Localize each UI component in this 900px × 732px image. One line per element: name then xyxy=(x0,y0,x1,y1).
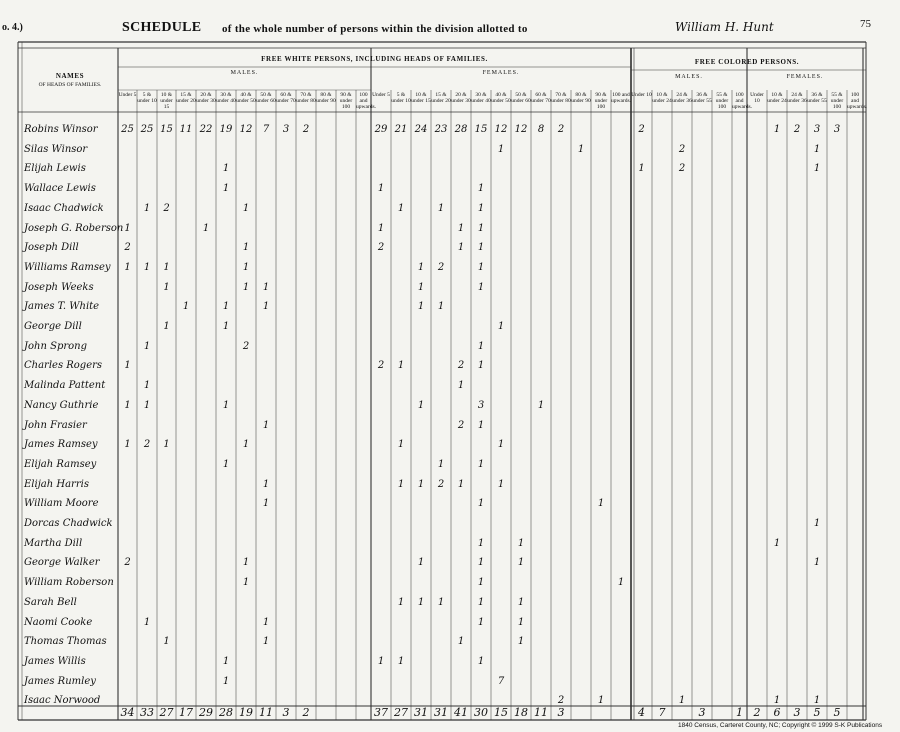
column-total: 7 xyxy=(658,706,666,719)
tally-mark: 1 xyxy=(397,596,405,608)
tally-mark: 1 xyxy=(437,202,445,214)
tally-mark: 2 xyxy=(242,340,250,352)
family-name: George Walker xyxy=(24,557,100,569)
tally-mark: 1 xyxy=(163,261,170,273)
family-name: Thomas Thomas xyxy=(24,636,107,648)
family-name: Joseph Dill xyxy=(24,242,79,254)
male-age-col-11: 90 & under 100 xyxy=(339,92,353,110)
tally-mark: 1 xyxy=(417,478,425,490)
tally-mark: 2 xyxy=(437,478,445,490)
tally-mark: 1 xyxy=(222,321,230,332)
tally-mark: 1 xyxy=(143,399,151,411)
tally-mark: 1 xyxy=(124,439,131,451)
tally-mark: 3 xyxy=(477,399,485,411)
family-name: Isaac Norwood xyxy=(24,695,101,707)
tally-mark: 1 xyxy=(517,616,525,628)
tally-mark: 2 xyxy=(793,124,801,135)
tally-mark: 1 xyxy=(517,557,525,569)
colored-females-label: FEMALES. xyxy=(786,74,824,80)
column-total: 3 xyxy=(282,706,290,719)
tally-mark: 2 xyxy=(638,124,645,135)
tally-mark: 1 xyxy=(262,636,270,648)
female-age-col-8: 60 & under 70 xyxy=(531,92,551,104)
male-age-col-2: 10 & under 15 xyxy=(160,92,173,110)
tally-mark: 2 xyxy=(678,163,686,175)
names-header: NAMES xyxy=(55,72,85,80)
tally-mark: 1 xyxy=(517,596,525,608)
column-total: 19 xyxy=(239,706,253,719)
tally-mark: 1 xyxy=(222,458,230,470)
tally-mark: 1 xyxy=(163,439,170,451)
tally-mark: 1 xyxy=(497,143,505,155)
tally-mark: 1 xyxy=(773,537,781,549)
tally-mark: 1 xyxy=(124,360,131,372)
tally-mark: 1 xyxy=(497,321,505,332)
tally-mark: 1 xyxy=(124,261,131,273)
tally-mark: 2 xyxy=(457,360,465,372)
free-colored-header: FREE COLORED PERSONS. xyxy=(694,58,800,66)
tally-mark: 1 xyxy=(143,616,151,628)
column-total: 30 xyxy=(474,706,488,719)
family-name: William Roberson xyxy=(24,577,114,589)
column-total: 29 xyxy=(199,706,213,719)
free-white-header: FREE WHITE PERSONS, INCLUDING HEADS OF FAMILIES. xyxy=(261,55,488,63)
family-name: Elijah Ramsey xyxy=(24,458,97,470)
tally-mark: 1 xyxy=(517,636,525,648)
tally-mark: 1 xyxy=(143,202,151,214)
tally-mark: 1 xyxy=(457,380,465,392)
female-age-col-0: Under 5 xyxy=(372,92,390,98)
family-name: James Ramsey xyxy=(24,439,98,451)
tally-mark: 19 xyxy=(219,124,233,135)
family-name: Martha Dill xyxy=(24,537,83,549)
family-name: Nancy Guthrie xyxy=(24,399,99,411)
family-name: Charles Rogers xyxy=(24,360,103,372)
tally-mark: 1 xyxy=(437,458,445,470)
family-name: Sarah Bell xyxy=(24,596,77,608)
names-subheader: OF HEADS OF FAMILIES. xyxy=(38,82,102,88)
male-age-col-1: 5 & under 10 xyxy=(137,92,157,104)
tally-mark: 1 xyxy=(813,557,821,569)
column-total: 2 xyxy=(302,706,310,719)
colored-male-age-col-0: Under 10 xyxy=(631,92,652,98)
column-total: 31 xyxy=(414,706,428,719)
column-total: 27 xyxy=(394,706,408,719)
colored-female-age-col-3: 36 & under 55 xyxy=(807,92,827,104)
tally-mark: 1 xyxy=(477,557,485,569)
tally-mark: 1 xyxy=(417,301,425,313)
column-total: 1 xyxy=(736,706,743,719)
column-total: 34 xyxy=(120,706,135,719)
enumerator-name: William H. Hunt xyxy=(675,20,774,34)
tally-mark: 1 xyxy=(262,498,270,510)
tally-mark: 1 xyxy=(477,261,485,273)
male-age-col-12: 100 and upwards. xyxy=(356,92,377,110)
tally-mark: 3 xyxy=(813,124,821,135)
colored-female-age-col-4: 55 & under 100 xyxy=(830,92,844,110)
female-age-col-10: 80 & under 90 xyxy=(571,92,591,104)
family-name: Elijah Harris xyxy=(24,478,89,490)
tally-mark: 1 xyxy=(597,695,605,707)
column-total: 5 xyxy=(833,706,841,719)
column-total: 27 xyxy=(159,706,174,719)
tally-mark: 2 xyxy=(143,439,151,451)
column-total: 11 xyxy=(259,706,273,719)
tally-mark: 1 xyxy=(377,222,385,234)
tally-mark: 1 xyxy=(417,596,425,608)
tally-mark: 12 xyxy=(494,124,508,135)
tally-mark: 1 xyxy=(477,616,485,628)
colored-male-age-col-4: 55 & under 100 xyxy=(715,92,729,110)
male-age-col-0: Under 5 xyxy=(118,92,137,98)
family-name: James T. White xyxy=(24,301,100,313)
colored-female-age-col-2: 24 & under 36 xyxy=(787,92,807,104)
female-age-col-9: 70 & under 80 xyxy=(551,92,571,104)
tally-mark: 1 xyxy=(813,695,821,707)
female-age-col-12: 100 and upwards. xyxy=(611,92,632,104)
colored-males-label: MALES. xyxy=(675,74,703,80)
column-total: 28 xyxy=(219,706,233,719)
family-name: Robins Winsor xyxy=(24,124,98,135)
tally-mark: 15 xyxy=(160,124,173,135)
tally-mark: 2 xyxy=(124,557,131,569)
tally-mark: 1 xyxy=(617,577,625,589)
tally-mark: 2 xyxy=(377,360,385,372)
column-total: 3 xyxy=(793,706,801,719)
family-name: Wallace Lewis xyxy=(24,183,96,195)
colored-male-age-col-3: 36 & under 55 xyxy=(692,92,712,104)
female-age-col-2: 10 & under 15 xyxy=(411,92,431,104)
tally-mark: 1 xyxy=(477,222,485,234)
tally-mark: 1 xyxy=(377,655,385,667)
tally-mark: 2 xyxy=(437,261,445,273)
tally-mark: 1 xyxy=(262,301,270,313)
family-name: Joseph Weeks xyxy=(24,281,94,293)
tally-mark: 1 xyxy=(813,518,821,529)
colored-female-age-col-0: Under 10 xyxy=(750,92,764,104)
tally-mark: 2 xyxy=(557,695,565,707)
column-total: 11 xyxy=(534,706,548,719)
column-total: 18 xyxy=(514,706,528,719)
female-age-col-5: 30 & under 40 xyxy=(471,92,491,104)
tally-mark: 1 xyxy=(124,399,131,411)
male-age-col-10: 80 & under 90 xyxy=(316,92,336,104)
family-name: William Moore xyxy=(24,498,99,510)
tally-mark: 22 xyxy=(199,124,213,135)
tally-mark: 1 xyxy=(437,301,445,313)
colored-female-age-col-1: 10 & under 24 xyxy=(767,92,787,104)
family-name: George Dill xyxy=(24,321,82,332)
tally-mark: 1 xyxy=(477,655,485,667)
page-number: 75 xyxy=(860,18,871,30)
tally-mark: 1 xyxy=(242,557,250,569)
family-name: Dorcas Chadwick xyxy=(24,518,113,529)
column-total: 3 xyxy=(698,706,706,719)
tally-mark: 3 xyxy=(282,124,290,135)
tally-mark: 1 xyxy=(397,439,405,451)
tally-mark: 1 xyxy=(262,478,270,490)
tally-mark: 1 xyxy=(377,183,385,195)
male-age-col-5: 30 & under 40 xyxy=(216,92,236,104)
column-total: 31 xyxy=(434,706,448,719)
tally-mark: 1 xyxy=(477,596,485,608)
family-name: James Rumley xyxy=(24,675,96,687)
female-age-col-6: 40 & under 50 xyxy=(491,92,511,104)
tally-mark: 1 xyxy=(477,498,485,510)
column-total: 6 xyxy=(773,706,781,719)
tally-mark: 1 xyxy=(182,301,190,313)
tally-mark: 2 xyxy=(124,242,131,254)
tally-mark: 1 xyxy=(242,439,250,451)
male-age-col-3: 15 & under 20 xyxy=(176,92,196,104)
schedule-title: of the whole number of persons within the division allotted to xyxy=(222,23,528,35)
column-total: 5 xyxy=(813,706,821,719)
female-age-col-3: 15 & under 20 xyxy=(431,92,451,104)
tally-mark: 2 xyxy=(557,124,565,135)
tally-mark: 1 xyxy=(397,202,405,214)
male-age-col-7: 50 & under 60 xyxy=(256,92,276,104)
tally-mark: 1 xyxy=(222,675,230,687)
tally-mark: 1 xyxy=(497,439,505,451)
tally-mark: 1 xyxy=(242,242,250,254)
male-age-col-6: 40 & under 50 xyxy=(236,92,256,104)
tally-mark: 1 xyxy=(457,636,465,648)
copyright-footer: 1840 Census, Carteret County, NC; Copyright © 1999 S-K Publications xyxy=(678,722,883,729)
tally-mark: 2 xyxy=(377,242,385,254)
column-total: 17 xyxy=(179,706,193,719)
tally-mark: 1 xyxy=(477,537,485,549)
tally-mark: 1 xyxy=(124,222,131,234)
family-name: Williams Ramsey xyxy=(24,261,111,273)
tally-mark: 1 xyxy=(457,222,465,234)
colored-male-age-col-1: 10 & under 24 xyxy=(652,92,672,104)
family-name: James Willis xyxy=(24,655,86,667)
tally-mark: 25 xyxy=(121,124,134,135)
tally-mark: 1 xyxy=(397,655,405,667)
male-age-col-8: 60 & under 70 xyxy=(276,92,296,104)
family-name: John Sprong xyxy=(24,340,87,352)
column-total: 37 xyxy=(374,706,388,719)
tally-mark: 2 xyxy=(163,202,170,214)
tally-mark: 1 xyxy=(163,281,170,293)
section-mark: o. 4.) xyxy=(2,22,23,33)
tally-mark: 1 xyxy=(163,321,170,332)
tally-mark: 28 xyxy=(454,124,468,135)
tally-mark: 7 xyxy=(497,675,505,687)
tally-mark: 1 xyxy=(143,261,151,273)
tally-mark: 1 xyxy=(143,340,151,352)
tally-mark: 2 xyxy=(457,419,465,431)
tally-mark: 1 xyxy=(477,281,485,293)
tally-mark: 1 xyxy=(477,340,485,352)
tally-mark: 1 xyxy=(678,695,686,707)
column-total: 4 xyxy=(638,706,645,719)
tally-mark: 2 xyxy=(302,124,310,135)
tally-mark: 1 xyxy=(242,577,250,589)
tally-mark: 1 xyxy=(577,143,585,155)
family-name: Isaac Chadwick xyxy=(24,202,104,214)
tally-mark: 1 xyxy=(222,183,230,195)
tally-mark: 1 xyxy=(497,478,505,490)
female-age-col-4: 20 & under 30 xyxy=(451,92,471,104)
tally-mark: 8 xyxy=(537,124,545,135)
column-total: 41 xyxy=(454,706,468,719)
tally-mark: 1 xyxy=(477,577,485,589)
tally-mark: 1 xyxy=(437,596,445,608)
tally-mark: 1 xyxy=(477,458,485,470)
tally-mark: 1 xyxy=(222,301,230,313)
tally-mark: 1 xyxy=(638,163,645,175)
tally-mark: 15 xyxy=(474,124,488,135)
female-age-col-7: 50 & under 60 xyxy=(511,92,531,104)
tally-mark: 1 xyxy=(242,281,250,293)
schedule-title-lead: SCHEDULE xyxy=(122,20,202,35)
tally-mark: 1 xyxy=(397,360,405,372)
white-females-label: FEMALES. xyxy=(482,70,520,76)
white-males-label: MALES. xyxy=(230,70,259,76)
family-name: Malinda Pattent xyxy=(24,380,106,392)
tally-mark: 2 xyxy=(678,143,686,155)
column-total: 15 xyxy=(494,706,508,719)
tally-mark: 29 xyxy=(374,124,388,135)
tally-mark: 1 xyxy=(397,478,405,490)
tally-mark: 1 xyxy=(417,557,425,569)
tally-mark: 1 xyxy=(262,616,270,628)
tally-mark: 1 xyxy=(773,124,781,135)
tally-mark: 1 xyxy=(222,163,230,175)
tally-mark: 23 xyxy=(434,124,448,135)
family-name: Joseph G. Roberson xyxy=(24,222,124,234)
tally-mark: 1 xyxy=(477,419,485,431)
tally-mark: 1 xyxy=(262,281,270,293)
family-name: Naomi Cooke xyxy=(24,616,93,628)
tally-mark: 1 xyxy=(457,478,465,490)
colored-female-age-col-5: 100 and upwards. xyxy=(847,92,868,110)
tally-mark: 1 xyxy=(417,399,425,411)
family-name: Silas Winsor xyxy=(24,143,88,155)
female-age-col-11: 90 & under 100 xyxy=(594,92,608,110)
tally-mark: 24 xyxy=(414,124,428,135)
tally-mark: 1 xyxy=(773,695,781,707)
tally-mark: 1 xyxy=(813,163,821,175)
male-age-col-4: 20 & under 30 xyxy=(196,92,216,104)
family-name: John Frasier xyxy=(24,419,87,431)
tally-mark: 1 xyxy=(242,261,250,273)
tally-mark: 1 xyxy=(143,380,151,392)
tally-mark: 1 xyxy=(262,419,270,431)
male-age-col-9: 70 & under 80 xyxy=(296,92,316,104)
tally-mark: 1 xyxy=(477,183,485,195)
tally-mark: 1 xyxy=(222,655,230,667)
tally-mark: 1 xyxy=(813,143,821,155)
tally-mark: 11 xyxy=(179,124,193,135)
tally-mark: 1 xyxy=(417,281,425,293)
tally-mark: 1 xyxy=(477,360,485,372)
tally-mark: 12 xyxy=(239,124,253,135)
female-age-col-1: 5 & under 10 xyxy=(391,92,411,104)
tally-mark: 1 xyxy=(417,261,425,273)
family-name: Elijah Lewis xyxy=(24,163,86,175)
tally-mark: 1 xyxy=(242,202,250,214)
tally-mark: 1 xyxy=(517,537,525,549)
tally-mark: 1 xyxy=(477,242,485,254)
tally-mark: 1 xyxy=(163,636,170,648)
colored-male-age-col-2: 24 & under 36 xyxy=(672,92,692,104)
tally-mark: 1 xyxy=(457,242,465,254)
column-total: 2 xyxy=(753,706,761,719)
tally-mark: 1 xyxy=(202,222,210,234)
tally-mark: 21 xyxy=(394,124,408,135)
tally-mark: 1 xyxy=(537,399,545,411)
tally-mark: 1 xyxy=(222,399,230,411)
column-total: 33 xyxy=(140,706,154,719)
tally-mark: 7 xyxy=(262,124,270,135)
colored-male-age-col-5: 100 and upwards. xyxy=(732,92,753,110)
tally-mark: 1 xyxy=(597,498,605,510)
column-total: 3 xyxy=(557,706,565,719)
tally-mark: 25 xyxy=(140,124,154,135)
tally-mark: 12 xyxy=(514,124,528,135)
tally-mark: 1 xyxy=(477,202,485,214)
tally-mark: 3 xyxy=(833,124,841,135)
